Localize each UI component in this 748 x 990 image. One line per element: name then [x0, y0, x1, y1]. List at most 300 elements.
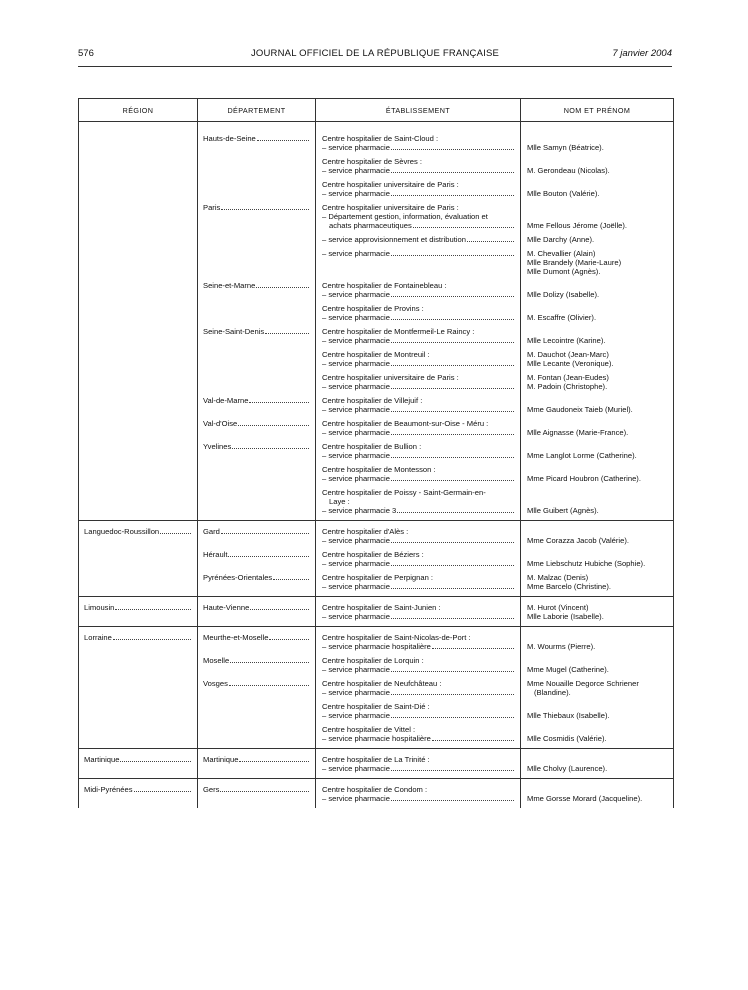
nom-cell: [521, 550, 674, 573]
etablissement-line: Centre hospitalier de Vittel :: [322, 725, 416, 734]
region-label: [84, 633, 191, 642]
service-line-text: – service pharmacie: [322, 428, 390, 437]
departement-cell: [198, 749, 316, 779]
etablissement-cell: [316, 122, 521, 158]
departement-cell: [198, 597, 316, 627]
nom-entry: [527, 633, 667, 651]
page-header: [78, 48, 672, 64]
departement-label-text: Paris: [203, 203, 221, 212]
etablissement-line: Centre hospitalier de Sèvres :: [322, 157, 423, 166]
departement-cell: [198, 465, 316, 488]
nom-cell: [521, 180, 674, 203]
etablissement-cell: [316, 749, 521, 779]
etablissement-entry: [322, 679, 514, 697]
departement-cell: [198, 550, 316, 573]
etablissement-entry: [322, 527, 514, 545]
nom-entry: [527, 550, 667, 568]
person-name: Mlle Guibert (Agnès).: [527, 506, 599, 515]
table-row: [79, 550, 674, 573]
etablissement-cell: [316, 419, 521, 442]
etablissement-line: Centre hospitalier de Poissy - Saint-Germain-en-: [322, 488, 486, 497]
etablissement-line: – Département gestion, information, évaluation et: [322, 212, 488, 221]
nom-cell: [521, 373, 674, 396]
service-line-text: – service pharmacie: [322, 382, 390, 391]
nom-entry: [527, 419, 667, 437]
service-line-text: – service pharmacie: [322, 336, 390, 345]
etablissement-line: Centre hospitalier de Neufchâteau :: [322, 679, 442, 688]
table-row: [79, 180, 674, 203]
etablissement-cell: [316, 249, 521, 281]
leader-dots: [239, 761, 309, 762]
leader-dots: [391, 411, 514, 412]
departement-label-text: Seine-et-Marne: [203, 281, 256, 290]
departement-label: [203, 527, 309, 536]
region-cell: [79, 203, 198, 235]
region-label: [84, 527, 191, 536]
nom-entry: [527, 373, 667, 391]
spacer: [527, 327, 667, 336]
etablissement-line: Centre hospitalier universitaire de Paris :: [322, 373, 459, 382]
departement-cell: [198, 373, 316, 396]
leader-dots: [391, 434, 514, 435]
region-cell: [79, 679, 198, 702]
etablissement-entry: [322, 656, 514, 674]
region-label-text: Languedoc-Roussillon: [84, 527, 160, 536]
etablissement-cell: [316, 679, 521, 702]
table-row: [79, 203, 674, 235]
departement-cell: [198, 656, 316, 679]
leader-dots: [391, 319, 514, 320]
leader-dots: [391, 565, 514, 566]
service-line-text: – service pharmacie: [322, 559, 390, 568]
departement-label-text: Gers: [203, 785, 220, 794]
person-name: M. Gerondeau (Nicolas).: [527, 166, 610, 175]
departement-label: [203, 550, 309, 559]
leader-dots: [391, 542, 514, 543]
spacer: [527, 755, 667, 764]
etablissement-line: Centre hospitalier de Perpignan :: [322, 573, 434, 582]
service-line-text: – service pharmacie: [322, 405, 390, 414]
leader-dots: [220, 791, 309, 792]
nom-cell: [521, 749, 674, 779]
service-line-text: – service pharmacie: [322, 794, 390, 803]
table-row: [79, 521, 674, 551]
leader-dots: [467, 241, 514, 242]
table-row: [79, 396, 674, 419]
region-cell: [79, 521, 198, 551]
nom-entry: [527, 755, 667, 773]
departement-cell: [198, 419, 316, 442]
spacer: [527, 550, 667, 559]
leader-dots: [238, 425, 309, 426]
nom-entry: [527, 442, 667, 460]
etablissement-cell: [316, 465, 521, 488]
leader-dots: [269, 639, 309, 640]
service-line-text: – service pharmacie: [322, 665, 390, 674]
etablissement-entry: [322, 725, 514, 743]
departement-cell: [198, 779, 316, 809]
nom-cell: [521, 122, 674, 158]
etablissement-entry: [322, 633, 514, 651]
departement-label: [203, 442, 309, 451]
person-name: M. Wourms (Pierre).: [527, 642, 596, 651]
etablissement-cell: [316, 373, 521, 396]
nom-entry: [527, 679, 667, 697]
etablissement-cell: [316, 488, 521, 521]
service-line: [322, 336, 514, 345]
nom-cell: [521, 656, 674, 679]
spacer: [527, 203, 667, 212]
region-cell: [79, 122, 198, 158]
nom-entry: [527, 488, 667, 515]
person-name: M. Padoin (Christophe).: [527, 382, 608, 391]
etablissement-line: Centre hospitalier d'Alès :: [322, 527, 409, 536]
leader-dots: [228, 556, 309, 557]
departement-label: [203, 633, 309, 642]
nom-cell: [521, 235, 674, 249]
departement-cell: [198, 442, 316, 465]
nom-cell: [521, 679, 674, 702]
departement-label: [203, 755, 309, 764]
etablissement-line: Laye :: [329, 497, 350, 506]
leader-dots: [397, 512, 514, 513]
etablissement-cell: [316, 327, 521, 350]
nom-cell: [521, 249, 674, 281]
leader-dots: [391, 694, 514, 695]
region-cell: [79, 327, 198, 350]
service-line-text: – service pharmacie: [322, 474, 390, 483]
region-cell: [79, 419, 198, 442]
person-name: Mme Nouaille Degorce Schriener: [527, 679, 639, 688]
table-row: [79, 122, 674, 158]
region-cell: [79, 304, 198, 327]
departement-label-text: Pyrénées-Orientales: [203, 573, 273, 582]
person-name: Mme Langlot Lorme (Catherine).: [527, 451, 637, 460]
leader-dots: [391, 388, 514, 389]
table-body: [79, 122, 674, 809]
table-row: [79, 327, 674, 350]
leader-dots: [160, 533, 191, 534]
leader-dots: [229, 685, 309, 686]
departement-label: [203, 785, 309, 794]
service-line: [322, 506, 514, 515]
person-name: Mlle Bouton (Valérie).: [527, 189, 600, 198]
departement-cell: [198, 488, 316, 521]
leader-dots: [230, 662, 309, 663]
person-name: Mlle Thiebaux (Isabelle).: [527, 711, 610, 720]
departement-label: [203, 603, 309, 612]
etablissement-line: Centre hospitalier de Saint-Dié :: [322, 702, 430, 711]
etablissement-entry: [322, 603, 514, 621]
service-line: [322, 313, 514, 322]
nom-entry: [527, 785, 667, 803]
spacer: [527, 180, 667, 189]
service-line: [322, 451, 514, 460]
etablissement-entry: [322, 249, 514, 258]
etablissement-line: Centre hospitalier universitaire de Paris :: [322, 203, 459, 212]
nom-cell: [521, 488, 674, 521]
spacer: [527, 702, 667, 711]
nom-entry: [527, 656, 667, 674]
departement-cell: [198, 327, 316, 350]
leader-dots: [391, 671, 514, 672]
region-cell: [79, 656, 198, 679]
region-cell: [79, 249, 198, 281]
service-line-text: – service pharmacie: [322, 166, 390, 175]
region-cell: [79, 465, 198, 488]
departement-label-text: Moselle: [203, 656, 230, 665]
etablissement-entry: [322, 203, 514, 230]
header-rule: [78, 66, 672, 67]
service-line-text: – service pharmacie: [322, 290, 390, 299]
departement-cell: [198, 350, 316, 373]
table-row: [79, 235, 674, 249]
leader-dots: [120, 761, 191, 762]
etablissement-entry: [322, 281, 514, 299]
region-label-text: Martinique: [84, 755, 120, 764]
departement-label-text: Hauts-de-Seine: [203, 134, 256, 143]
leader-dots: [265, 333, 309, 334]
etablissement-cell: [316, 281, 521, 304]
region-cell: [79, 702, 198, 725]
region-cell: [79, 350, 198, 373]
nom-cell: [521, 779, 674, 809]
service-line-text: – service pharmacie: [322, 536, 390, 545]
etablissement-cell: [316, 521, 521, 551]
service-line: [322, 536, 514, 545]
nom-cell: [521, 627, 674, 657]
etablissement-entry: [322, 465, 514, 483]
spacer: [527, 419, 667, 428]
etablissement-entry: [322, 373, 514, 391]
etablissement-cell: [316, 550, 521, 573]
etablissement-line: Centre hospitalier universitaire de Paris :: [322, 180, 459, 189]
leader-dots: [391, 342, 514, 343]
etablissement-cell: [316, 779, 521, 809]
departement-label: [203, 327, 309, 336]
etablissement-cell: [316, 702, 521, 725]
region-cell: [79, 550, 198, 573]
leader-dots: [391, 588, 514, 589]
service-line-text: – service pharmacie: [322, 189, 390, 198]
nom-entry: [527, 281, 667, 299]
etablissement-entry: [322, 304, 514, 322]
nom-entry: [527, 465, 667, 483]
column-header-nom: NOM ET PRÉNOM: [521, 99, 674, 122]
table-row: [79, 350, 674, 373]
service-line: [322, 582, 514, 591]
region-cell: [79, 180, 198, 203]
nom-cell: [521, 702, 674, 725]
leader-dots: [391, 195, 514, 196]
etablissement-entry: [322, 157, 514, 175]
nom-cell: [521, 396, 674, 419]
leader-dots: [256, 287, 309, 288]
region-cell: [79, 725, 198, 749]
region-cell: [79, 597, 198, 627]
departement-label-text: Yvelines: [203, 442, 232, 451]
person-name: M. Malzac (Denis): [527, 573, 589, 582]
etablissement-cell: [316, 627, 521, 657]
departement-cell: [198, 702, 316, 725]
person-name: M. Dauchot (Jean-Marc): [527, 350, 609, 359]
leader-dots: [134, 791, 191, 792]
person-name: (Blandine).: [534, 688, 571, 697]
table-row: [79, 679, 674, 702]
leader-dots: [391, 717, 514, 718]
etablissement-line: Centre hospitalier de Montesson :: [322, 465, 436, 474]
person-name: Mlle Lecante (Veronique).: [527, 359, 614, 368]
region-cell: [79, 281, 198, 304]
leader-dots: [391, 149, 514, 150]
spacer: [527, 442, 667, 451]
person-name: Mme Corazza Jacob (Valérie).: [527, 536, 629, 545]
person-name: Mlle Samyn (Béatrice).: [527, 143, 604, 152]
column-header-departement: DÉPARTEMENT: [198, 99, 316, 122]
person-name: M. Fontan (Jean-Eudes): [527, 373, 609, 382]
nom-cell: [521, 465, 674, 488]
leader-dots: [391, 457, 514, 458]
spacer: [527, 212, 667, 221]
etablissement-cell: [316, 656, 521, 679]
service-line: [322, 474, 514, 483]
person-name: Mlle Brandely (Marie-Laure): [527, 258, 622, 267]
etablissement-entry: [322, 327, 514, 345]
table-row: [79, 779, 674, 809]
etablissement-cell: [316, 442, 521, 465]
region-cell: [79, 396, 198, 419]
leader-dots: [391, 480, 514, 481]
table-row: [79, 627, 674, 657]
nom-cell: [521, 725, 674, 749]
person-name: Mlle Lecointre (Karine).: [527, 336, 606, 345]
leader-dots: [391, 800, 514, 801]
departement-label-text: Meurthe-et-Moselle: [203, 633, 269, 642]
etablissement-entry: [322, 235, 514, 244]
leader-dots: [232, 448, 309, 449]
region-label: [84, 755, 191, 764]
spacer: [527, 157, 667, 166]
region-cell: [79, 235, 198, 249]
leader-dots: [432, 648, 514, 649]
leader-dots: [221, 533, 309, 534]
nom-cell: [521, 573, 674, 597]
spacer: [527, 785, 667, 794]
departement-label-text: Martinique: [203, 755, 239, 764]
departement-cell: [198, 521, 316, 551]
leader-dots: [391, 296, 514, 297]
etablissement-line: Centre hospitalier de Montreuil :: [322, 350, 430, 359]
etablissement-cell: [316, 235, 521, 249]
etablissement-line-text: achats pharmaceutiques: [329, 221, 412, 230]
departement-cell: [198, 281, 316, 304]
departement-cell: [198, 249, 316, 281]
etablissement-line: Centre hospitalier de Provins :: [322, 304, 424, 313]
etablissement-entry: [322, 785, 514, 803]
departement-cell: [198, 396, 316, 419]
service-line: [322, 405, 514, 414]
region-label-text: Lorraine: [84, 633, 112, 642]
leader-dots: [113, 639, 191, 640]
etablissement-cell: [316, 157, 521, 180]
departement-label-text: Seine-Saint-Denis: [203, 327, 265, 336]
table-row: [79, 465, 674, 488]
service-line: [322, 249, 514, 258]
leader-dots: [273, 579, 309, 580]
nom-entry: [527, 203, 667, 230]
table-row: [79, 597, 674, 627]
leader-dots: [221, 209, 309, 210]
nom-entry: [527, 304, 667, 322]
region-label-text: Midi-Pyrénées: [84, 785, 133, 794]
person-name: Mlle Cosmidis (Valérie).: [527, 734, 607, 743]
table-row: [79, 725, 674, 749]
departement-label: [203, 203, 309, 212]
departement-cell: [198, 725, 316, 749]
person-name: Mlle Aignasse (Marie-France).: [527, 428, 629, 437]
person-name: Mme Picard Houbron (Catherine).: [527, 474, 641, 483]
etablissement-cell: [316, 304, 521, 327]
etablissement-entry: [322, 702, 514, 720]
leader-dots: [115, 609, 191, 610]
spacer: [527, 527, 667, 536]
person-name: Mme Liebschutz Hubiche (Sophie).: [527, 559, 646, 568]
table-row: [79, 749, 674, 779]
etablissement-line: Centre hospitalier de Bullion :: [322, 442, 422, 451]
departement-label: [203, 419, 309, 428]
service-line-text: – service pharmacie: [322, 612, 390, 621]
nom-entry: [527, 235, 667, 244]
etablissement-cell: [316, 203, 521, 235]
departement-label-text: Haute-Vienne: [203, 603, 250, 612]
table-row: [79, 573, 674, 597]
table-row: [79, 281, 674, 304]
leader-dots: [391, 365, 514, 366]
table-row: [79, 488, 674, 521]
region-cell: [79, 488, 198, 521]
etablissement-cell: [316, 597, 521, 627]
table-header-row: [79, 99, 674, 122]
etablissement-line: Centre hospitalier de La Trinité :: [322, 755, 430, 764]
etablissement-entry: [322, 442, 514, 460]
etablissement-entry: [322, 134, 514, 152]
service-line-text: – service pharmacie 3: [322, 506, 397, 515]
etablissement-cell: [316, 396, 521, 419]
spacer: [527, 725, 667, 734]
service-line: [322, 166, 514, 175]
person-name: Mme Barcelo (Christine).: [527, 582, 611, 591]
table-row: [79, 157, 674, 180]
etablissement-entry: [322, 180, 514, 198]
leader-dots: [391, 172, 514, 173]
nom-cell: [521, 327, 674, 350]
etablissement-line: Centre hospitalier de Saint-Cloud :: [322, 134, 439, 143]
table-row: [79, 442, 674, 465]
departement-label-text: Hérault: [203, 550, 228, 559]
page-number: 576: [78, 48, 94, 59]
nom-entry: [527, 702, 667, 720]
region-cell: [79, 373, 198, 396]
leader-dots: [413, 227, 514, 228]
service-line-text: – service pharmacie: [322, 764, 390, 773]
table-row: [79, 304, 674, 327]
service-line: [322, 688, 514, 697]
departement-cell: [198, 180, 316, 203]
person-name: Mlle Dolizy (Isabelle).: [527, 290, 600, 299]
service-line: [322, 642, 514, 651]
service-line: [322, 382, 514, 391]
departement-label: [203, 573, 309, 582]
